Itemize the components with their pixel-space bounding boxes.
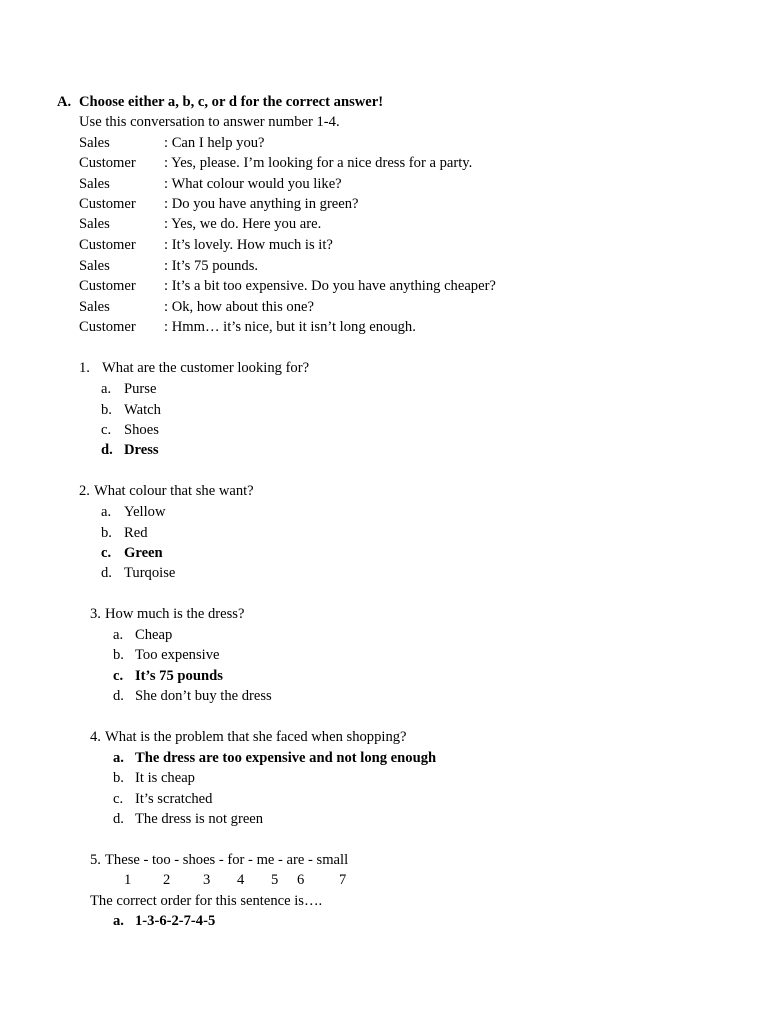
question-number: 5. bbox=[90, 852, 101, 868]
question-text: What colour that she want? bbox=[94, 483, 254, 499]
question-number: 4. bbox=[90, 729, 101, 745]
option-text: Too expensive bbox=[135, 647, 220, 663]
dialogue-line: : It’s a bit too expensive. Do you have anything cheaper? bbox=[164, 278, 496, 294]
option-text-correct: Dress bbox=[124, 442, 159, 458]
word-number: 1 bbox=[124, 872, 132, 888]
question-text: These - too - shoes - for - me - are - small bbox=[105, 852, 349, 868]
dialogue-speaker: Customer bbox=[79, 319, 136, 335]
option-letter-correct: c. bbox=[101, 545, 112, 561]
section-heading: Choose either a, b, c, or d for the correct answer! bbox=[79, 94, 384, 110]
dialogue-speaker: Sales bbox=[79, 135, 110, 151]
dialogue-speaker: Sales bbox=[79, 216, 110, 232]
dialogue-line: : Do you have anything in green? bbox=[164, 196, 359, 212]
word-number: 6 bbox=[297, 872, 305, 888]
option-text: Shoes bbox=[124, 422, 159, 438]
question-prompt: The correct order for this sentence is…. bbox=[90, 893, 323, 909]
option-text-correct: Green bbox=[124, 545, 163, 561]
option-text: Watch bbox=[124, 402, 161, 418]
question-number: 3. bbox=[90, 606, 101, 622]
word-number: 7 bbox=[339, 872, 347, 888]
dialogue-speaker: Customer bbox=[79, 237, 136, 253]
option-letter: b. bbox=[113, 770, 124, 786]
option-letter: d. bbox=[101, 565, 112, 581]
question-text: How much is the dress? bbox=[105, 606, 245, 622]
option-letter-correct: d. bbox=[101, 442, 113, 458]
option-text: Red bbox=[124, 525, 148, 541]
option-text: The dress is not green bbox=[135, 811, 264, 827]
option-letter: b. bbox=[101, 525, 112, 541]
option-text-correct: It’s 75 pounds bbox=[135, 668, 223, 684]
dialogue-line: : Yes, we do. Here you are. bbox=[164, 216, 322, 232]
option-text: Turqoise bbox=[124, 565, 176, 581]
dialogue-line: : What colour would you like? bbox=[164, 176, 342, 192]
option-text: She don’t buy the dress bbox=[135, 688, 272, 704]
dialogue-speaker: Sales bbox=[79, 258, 110, 274]
dialogue-line: : Can I help you? bbox=[164, 135, 265, 151]
option-text: Yellow bbox=[124, 504, 166, 520]
dialogue-speaker: Customer bbox=[79, 155, 136, 171]
option-letter: b. bbox=[101, 402, 112, 418]
option-letter: a. bbox=[101, 504, 112, 520]
section-letter: A. bbox=[57, 94, 72, 110]
dialogue-line: : Hmm… it’s nice, but it isn’t long enough. bbox=[164, 319, 416, 335]
option-letter: d. bbox=[113, 811, 124, 827]
option-letter: c. bbox=[101, 422, 112, 438]
dialogue-speaker: Sales bbox=[79, 299, 110, 315]
option-letter: a. bbox=[113, 627, 124, 643]
question-number: 1. bbox=[79, 360, 90, 376]
option-letter-correct: a. bbox=[113, 750, 124, 766]
option-letter: c. bbox=[113, 791, 124, 807]
word-number: 3 bbox=[203, 872, 211, 888]
question-text: What are the customer looking for? bbox=[102, 360, 310, 376]
option-letter-correct: a. bbox=[113, 913, 124, 929]
dialogue-line: : It’s lovely. How much is it? bbox=[164, 237, 333, 253]
word-number: 5 bbox=[271, 872, 279, 888]
dialogue-line: : Ok, how about this one? bbox=[164, 299, 314, 315]
section-instruction: Use this conversation to answer number 1-4. bbox=[79, 114, 340, 130]
option-letter: b. bbox=[113, 647, 124, 663]
option-letter-correct: c. bbox=[113, 668, 124, 684]
option-text-correct: 1-3-6-2-7-4-5 bbox=[135, 913, 216, 929]
question-number: 2. bbox=[79, 483, 90, 499]
option-text: It’s scratched bbox=[135, 791, 213, 807]
word-number: 4 bbox=[237, 872, 245, 888]
word-number: 2 bbox=[163, 872, 171, 888]
dialogue-line: : It’s 75 pounds. bbox=[164, 258, 259, 274]
question-text: What is the problem that she faced when shopping? bbox=[105, 729, 407, 745]
option-text-correct: The dress are too expensive and not long enough bbox=[135, 750, 437, 766]
option-text: Purse bbox=[124, 381, 157, 397]
dialogue-speaker: Sales bbox=[79, 176, 110, 192]
dialogue-speaker: Customer bbox=[79, 278, 136, 294]
option-letter: a. bbox=[101, 381, 112, 397]
option-letter: d. bbox=[113, 688, 124, 704]
dialogue-speaker: Customer bbox=[79, 196, 136, 212]
dialogue-line: : Yes, please. I’m looking for a nice dress for a party. bbox=[164, 155, 473, 171]
option-text: Cheap bbox=[135, 627, 173, 643]
option-text: It is cheap bbox=[135, 770, 195, 786]
